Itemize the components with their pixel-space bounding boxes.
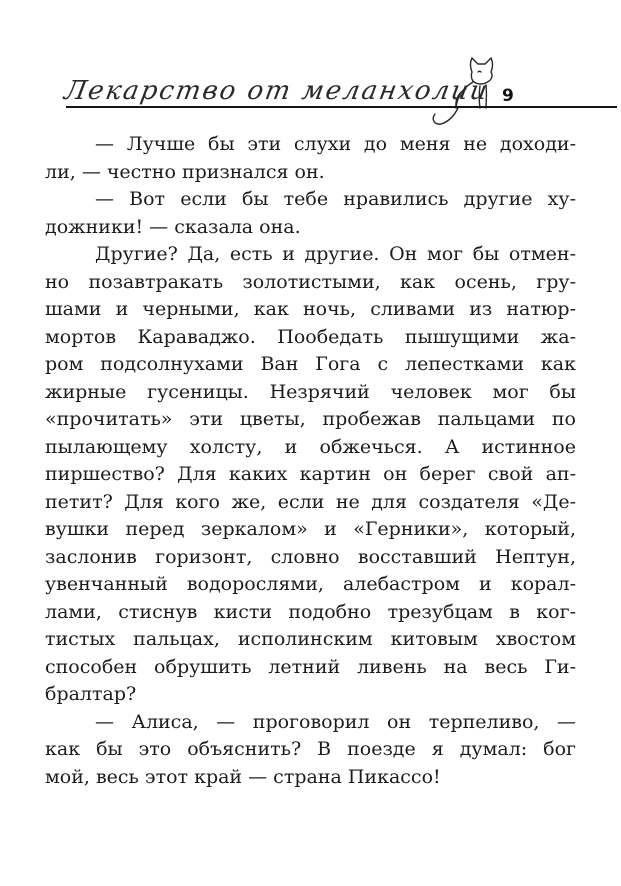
page-number: 9	[502, 86, 514, 106]
text-line: пиршество? Для каких картин он берег свой ап-	[45, 463, 576, 485]
text-line: способен обрушить летний ливень на весь Ги-	[45, 655, 576, 678]
text-line: мой, весь этот край — страна Пикассо!	[45, 765, 441, 788]
page-header	[60, 56, 617, 108]
text-line: Другие? Да, есть и другие. Он мог бы отмен-	[95, 243, 576, 265]
text-line: увенчанный водорослями, алебастром и корал-	[45, 573, 576, 595]
text-line: лами, стиснув кисти подобно трезубцам в ког-	[45, 600, 576, 623]
text-line: — Алиса, — проговорил он терпеливо, —	[95, 710, 576, 733]
text-line: шами и черными, как ночь, сливами из натюр-	[45, 298, 576, 320]
text-line: жирные гусеницы. Незрячий человек мог бы	[45, 380, 576, 403]
text-line: как бы это объяснить? В поезде я думал: бог	[45, 738, 576, 760]
text-line: тистых пальцах, исполинским китовым хвостом	[45, 628, 576, 650]
text-line: ли, — честно признался он.	[45, 160, 325, 183]
text-line: ром подсолнухами Ван Гога с лепестками как	[45, 353, 576, 375]
text-line: «прочитать» эти цветы, пробежав пальцами по	[45, 408, 576, 430]
cat-illustration	[416, 56, 494, 130]
text-line: вушки перед зеркалом» и «Герники», который,	[45, 518, 576, 540]
text-line: — Лучше бы эти слухи до меня не доходи-	[95, 133, 576, 155]
text-line: заслонив горизонт, словно восставший Нептун,	[45, 545, 576, 568]
text-line: — Вот если бы тебе нравились другие ху-	[95, 188, 576, 210]
header-rule	[66, 106, 617, 108]
text-line: бралтар?	[45, 683, 137, 705]
running-title: Лекарство от меланхолии	[62, 76, 492, 106]
text-line: мортов Караваджо. Пообедать пышущими жа-	[45, 325, 576, 348]
page-body	[45, 131, 576, 791]
text-line: петит? Для кого же, если не для создателя «Де-	[45, 490, 576, 513]
text-line: дожники! — сказала она.	[45, 215, 301, 238]
text-line: но позавтракать золотистыми, как осень, гру-	[45, 270, 576, 293]
text-line: пылающему холсту, и обжечься. А истинное	[45, 435, 576, 458]
